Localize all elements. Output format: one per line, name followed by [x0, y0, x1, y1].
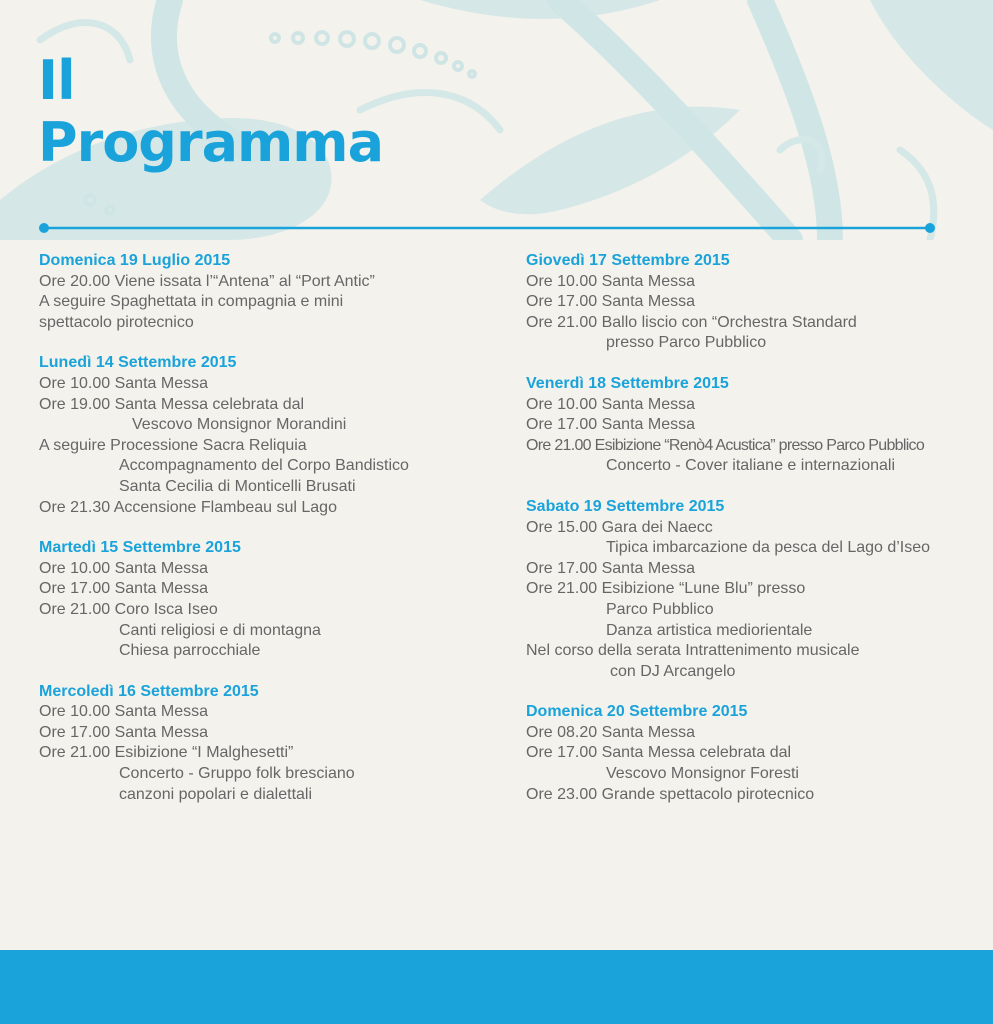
event-line: Ore 08.20 Santa Messa [526, 723, 695, 741]
event-line: Ore 23.00 Grande spettacolo pirotecnico [526, 785, 815, 803]
event-line: Concerto - Gruppo folk bresciano [119, 765, 355, 783]
event-line: A seguire Spaghettata in compagnia e mini [39, 293, 344, 311]
event-line: Ore 21.00 Coro Isca Iseo [39, 600, 218, 618]
divider-right-dot [925, 223, 935, 233]
event-line: presso Parco Pubblico [606, 334, 767, 352]
day-section [526, 374, 941, 477]
event-line: Ore 21.00 Esibizione “I Malghesetti” [39, 744, 294, 762]
event-line: Ore 17.00 Santa Messa celebrata dal [526, 744, 792, 762]
schedule-left-column [39, 251, 499, 825]
day-title: Mercoledì 16 Settembre 2015 [39, 682, 259, 700]
event-line: Ore 10.00 Santa Messa [526, 272, 695, 290]
day-section [39, 538, 499, 662]
event-line: Tipica imbarcazione da pesca del Lago d’Iseo [606, 539, 931, 557]
event-line: Vescovo Monsignor Foresti [606, 765, 799, 783]
event-line: Accompagnamento del Corpo Bandistico [119, 457, 409, 475]
event-line: Ore 21.00 Esibizione “Lune Blu” presso [526, 580, 806, 598]
day-section [526, 497, 941, 682]
event-line: Ore 21.30 Accensione Flambeau sul Lago [39, 498, 337, 516]
day-section [39, 682, 499, 806]
event-line: Danza artistica mediorientale [606, 621, 813, 639]
event-line: Canti religiosi e di montagna [119, 621, 321, 639]
event-line: Ore 15.00 Gara dei Naecc [526, 518, 713, 536]
event-line: A seguire Processione Sacra Reliquia [39, 436, 307, 454]
event-line: Ore 10.00 Santa Messa [526, 395, 695, 413]
event-line: Ore 19.00 Santa Messa celebrata dal [39, 395, 305, 413]
day-section [526, 251, 941, 354]
event-line: Parco Pubblico [606, 600, 714, 618]
schedule-right-column [526, 251, 941, 825]
event-line: Ore 10.00 Santa Messa [39, 559, 208, 577]
event-line: Nel corso della serata Intrattenimento musicale [526, 642, 860, 660]
divider-left-dot [39, 223, 49, 233]
day-section [39, 251, 499, 333]
event-line: Santa Cecilia di Monticelli Brusati [119, 477, 356, 495]
event-line: con DJ Arcangelo [610, 662, 736, 680]
event-line: Vescovo Monsignor Morandini [132, 416, 347, 434]
day-title: Domenica 19 Luglio 2015 [39, 252, 231, 269]
event-line: Ore 17.00 Santa Messa [39, 723, 208, 741]
event-line: Ore 20.00 Viene issata l’“Antena” al “Port Antic” [39, 272, 375, 290]
event-line: Concerto - Cover italiane e internazionali [606, 457, 896, 475]
day-title: Lunedì 14 Settembre 2015 [39, 354, 237, 372]
page-title-line-1: Il [38, 49, 75, 112]
event-line: Ore 17.00 Santa Messa [526, 293, 695, 311]
page-title-line-2: Programma [38, 111, 384, 174]
event-line: Ore 17.00 Santa Messa [39, 580, 208, 598]
day-title: Venerdì 18 Settembre 2015 [526, 374, 729, 392]
footer-band [0, 950, 993, 1024]
event-line: Ore 17.00 Santa Messa [526, 416, 695, 434]
day-section [526, 702, 941, 805]
day-title: Giovedì 17 Settembre 2015 [526, 252, 730, 269]
event-line: spettacolo pirotecnico [39, 313, 194, 331]
event-line: Ore 17.00 Santa Messa [526, 559, 695, 577]
event-line: Ore 21.00 Ballo liscio con “Orchestra Standard [526, 313, 857, 331]
event-line: Chiesa parrocchiale [119, 642, 261, 660]
day-title: Domenica 20 Settembre 2015 [526, 703, 748, 721]
event-line: Ore 10.00 Santa Messa [39, 374, 208, 392]
day-title: Sabato 19 Settembre 2015 [526, 497, 725, 515]
event-line: Ore 21.00 Esibizione “Renò4 Acustica” presso Parco Pubblico [526, 436, 925, 454]
day-title: Martedì 15 Settembre 2015 [39, 539, 241, 557]
title-divider [38, 222, 936, 234]
event-line: Ore 10.00 Santa Messa [39, 703, 208, 721]
day-section [39, 353, 499, 518]
page-title [38, 50, 383, 174]
event-line: canzoni popolari e dialettali [119, 785, 313, 803]
